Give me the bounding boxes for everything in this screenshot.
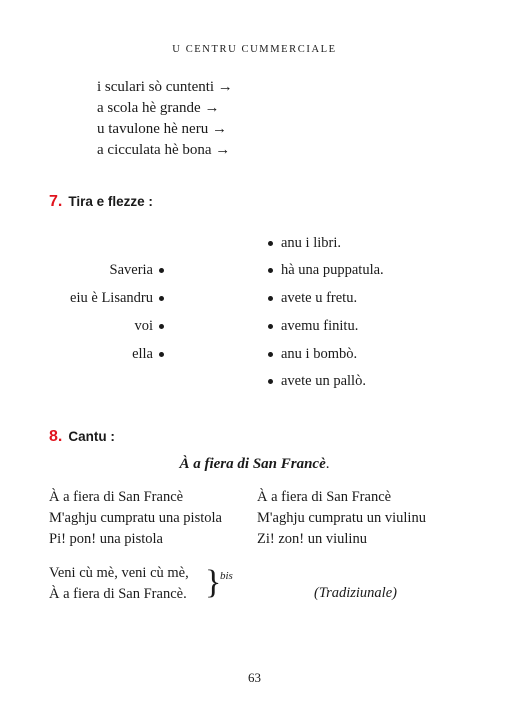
match-right-item[interactable]: anu i bombò. (268, 346, 357, 363)
song-line: Zi! zon! un viulinu (257, 531, 367, 547)
match-right-item[interactable]: avete un pallò. (268, 373, 366, 390)
song-line: M'aghju cumpratu una pistola (49, 510, 222, 526)
song-line: À a fiera di San Francè (257, 489, 392, 505)
exercise-8-heading (49, 428, 115, 446)
bis-label: bis (220, 570, 233, 582)
match-right-item[interactable]: avete u fretu. (268, 290, 357, 307)
exercise-number: 8. (49, 428, 63, 445)
exercise-number: 7. (49, 193, 63, 210)
brace-icon: } (205, 564, 222, 601)
bullet-dot (159, 296, 164, 301)
bullet-dot (159, 324, 164, 329)
bullet-dot (268, 241, 273, 246)
exercise-7-heading (49, 193, 153, 211)
page-number: 63 (248, 670, 261, 685)
match-left-item[interactable]: Saveria (110, 262, 164, 279)
match-left-item[interactable]: ella (132, 346, 164, 363)
exercise-title: Tira e flezze : (68, 194, 153, 209)
song-author: (Tradiziunale) (314, 585, 397, 601)
bullet-dot (268, 352, 273, 357)
song-line: Pi! pon! una pistola (49, 531, 163, 547)
sentence-line: i sculari sò cuntenti → (97, 79, 233, 95)
bullet-dot (268, 379, 273, 384)
bullet-dot (159, 268, 164, 273)
bullet-dot (268, 268, 273, 273)
match-right-item[interactable]: avemu finitu. (268, 318, 358, 335)
bullet-dot (268, 296, 273, 301)
match-right-item[interactable]: hà una puppatula. (268, 262, 384, 279)
match-right-item[interactable]: anu i libri. (268, 235, 341, 252)
match-left-item[interactable]: voi (134, 318, 164, 335)
song-title: À a fiera di San Francè. (179, 456, 330, 472)
sentence-line: a cicculata hè bona → (97, 142, 231, 158)
song-line: À a fiera di San Francè (49, 489, 184, 505)
song-line: M'aghju cumpratu un viulinu (257, 510, 426, 526)
sentence-line: a scola hè grande → (97, 100, 220, 116)
running-header: U CENTRU CUMMERCIALE (172, 44, 337, 55)
exercise-title: Cantu : (68, 429, 115, 444)
bullet-dot (268, 324, 273, 329)
refrain-line: À a fiera di San Francè. (49, 586, 187, 602)
match-left-item[interactable]: eiu è Lisandru (70, 290, 164, 307)
refrain-line: Veni cù mè, veni cù mè, (49, 565, 189, 581)
bullet-dot (159, 352, 164, 357)
sentence-line: u tavulone hè neru → (97, 121, 227, 137)
